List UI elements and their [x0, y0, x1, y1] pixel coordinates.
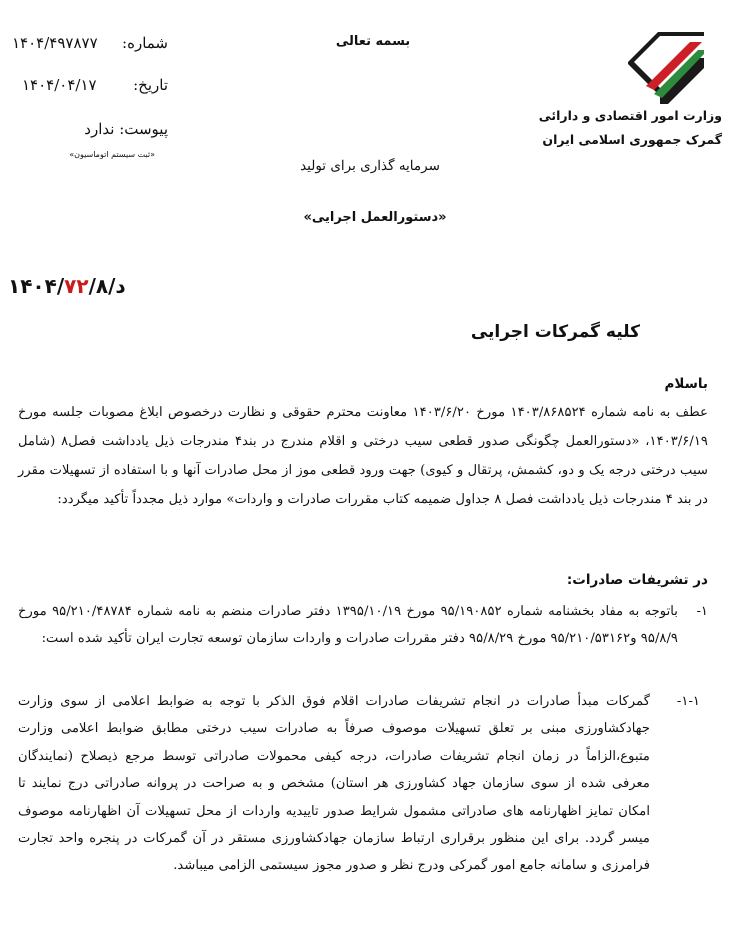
date-row	[8, 76, 168, 106]
doc-number-suffix: /۸	[88, 274, 109, 298]
doc-number-red: ۷۲	[64, 274, 89, 298]
document-title: «دستورالعمل اجرایی»	[303, 210, 447, 225]
addressee: کلیه گمرکات اجرایی	[470, 322, 640, 342]
number-row	[8, 34, 168, 64]
greeting: باسلام	[664, 376, 708, 392]
customs-name: گمرک جمهوری اسلامی ایران	[542, 132, 722, 147]
item-text: باتوجه به مفاد بخشنامه شماره ۹۵/۱۹۰۸۵۲ مورخ ۱۳۹۵/۱۰/۱۹ دفتر صادرات منضم به نامه شماره ۹۵/۲۱۰/۴۸۷۸۴ مورخ ۹۵/۸/۹ و۹۵/۲۱۰/۵۳۱۶۲ مورخ ۹۵/۸/۲۹ دفتر مقررات صادرات و واردات سازمان توسعه تجارت ایران تأکید شده است:	[18, 604, 678, 646]
document-number	[8, 274, 126, 298]
automation-stamp-note: «ثبت سیستم اتوماسیون»	[69, 150, 155, 159]
item-number: ۱-	[696, 604, 708, 619]
bismillah: بسمه تعالی	[335, 34, 411, 49]
slogan: سرمایه گذاری برای تولید	[300, 158, 440, 174]
date-value: ۱۴۰۴/۰۴/۱۷	[22, 76, 97, 94]
number-label: شماره:	[122, 34, 168, 52]
doc-number-suffix-part: د/۱۴۰۴/	[8, 274, 126, 298]
ministry-name: وزارت امور اقتصادی و دارائی	[538, 108, 722, 123]
customs-logo	[624, 28, 708, 108]
attachment-label: پیوست: ندارد	[84, 120, 168, 138]
intro-paragraph: عطف به نامه شماره ۱۴۰۳/۸۶۸۵۲۴ مورخ ۱۴۰۳/۶/۲۰ معاونت محترم حقوقی و نظارت درخصوص ابلاغ مصوبات جلسه مورخ ۱۴۰۳/۶/۱۹، «دستورالعمل چگونگی صدور قطعی سیب درختی و اقلام مندرج در بند۴ مندرجات ذیل یادداشت فصل۸ (شامل سیب درختی درجه یک و دو، کشمش، پرتقال و کیوی) جهت ورود قطعی موز از محل صادرات آنها و با استفاده از تسهیلات مقرر در بند ۴ مندرجات ذیل یادداشت فصل ۸ جداول ضمیمه کتاب مقررات صادرات و واردات» موارد ذیل مجدداً تأکید میگردد:	[18, 405, 708, 507]
number-value: ۱۴۰۴/۴۹۷۸۷۷	[12, 34, 98, 52]
section-title: در تشریفات صادرات:	[566, 572, 708, 588]
attachment-row	[8, 120, 168, 150]
issuer-block	[532, 104, 722, 152]
list-item	[18, 688, 708, 880]
item-text: گمرکات مبدأ صادرات در انجام تشریفات صادرات اقلام فوق الذکر با توجه به ضوابط اعلامی از سوی وزارت جهادکشاورزی مبنی بر تعلق تسهیلات موصوف صرفاً به صادرات سیب درختی مطابق ضوابط اعلامی وزارت متبوع،الزاماً در زمان انجام تشریفات صادرات، درجه کیفی محمولات صادراتی توسط مرجع ذیصلاح (نمایندگان معرفی شده از سوی سازمان جهاد کشاورزی هر استان) مشخص و به صراحت در پروانه صادراتی درج نمایند تا امکان تمایز اظهارنامه های صادراتی مشمول شرایط صدور تاییدیه واردات از محل تسهیلات آن اظهارنامه موصوف میسر گردد. برای این منظور برقراری ارتباط سازمان جهادکشاورزی مستقر در آن گمرکات در پنجره واحد تجارت فرامرزی و سامانه جامع امور گمرکی ودرج نظر و صدور مجوز سیستمی الزامی میباشد.	[18, 694, 650, 874]
date-label: تاریخ:	[133, 76, 168, 94]
list-item	[18, 598, 708, 652]
item-number: ۱-۱-	[676, 694, 700, 709]
